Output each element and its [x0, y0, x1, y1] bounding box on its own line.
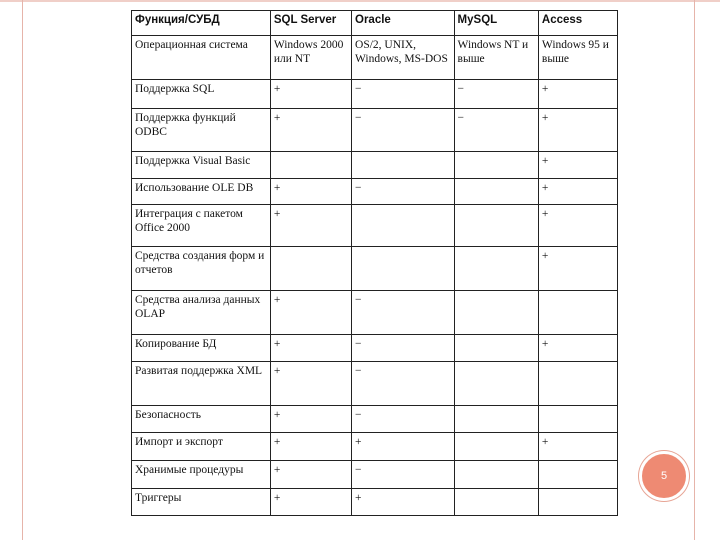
- slide-number-badge: 5: [639, 451, 689, 501]
- cell-oracle: [352, 205, 455, 247]
- dbms-comparison-table: [131, 10, 618, 516]
- table-row-triggers: [132, 489, 618, 516]
- cell-access: [538, 489, 617, 516]
- cell-access: +: [538, 109, 617, 152]
- row-label: Поддержка Visual Basic: [132, 152, 271, 179]
- row-label: Импорт и экспорт: [132, 433, 271, 461]
- header-cell-mysql: MySQL: [454, 11, 538, 36]
- cell-mysql: [454, 433, 538, 461]
- row-label: Триггеры: [132, 489, 271, 516]
- cell-access: Windows 95 и выше: [538, 36, 617, 80]
- table-row-visual-basic: [132, 152, 618, 179]
- row-label: Поддержка функций ODBC: [132, 109, 271, 152]
- cell-oracle: [352, 152, 455, 179]
- cell-mysql: [454, 205, 538, 247]
- cell-mysql: [454, 179, 538, 205]
- cell-oracle: −: [352, 291, 455, 335]
- cell-oracle: +: [352, 489, 455, 516]
- table-row-sql-support: [132, 80, 618, 109]
- cell-mysql: [454, 291, 538, 335]
- row-label: Развитая поддержка XML: [132, 362, 271, 406]
- table-row-xml: [132, 362, 618, 406]
- cell-access: +: [538, 179, 617, 205]
- cell-oracle: −: [352, 80, 455, 109]
- row-label: Хранимые процедуры: [132, 461, 271, 489]
- header-cell-sql-server: SQL Server: [270, 11, 351, 36]
- row-label: Операционная система: [132, 36, 271, 80]
- cell-sql-server: +: [270, 80, 351, 109]
- table-row-ole-db: [132, 179, 618, 205]
- cell-oracle: −: [352, 362, 455, 406]
- cell-sql-server: +: [270, 335, 351, 362]
- table-row-db-copy: [132, 335, 618, 362]
- row-label: Поддержка SQL: [132, 80, 271, 109]
- cell-oracle: −: [352, 406, 455, 433]
- cell-oracle: −: [352, 179, 455, 205]
- row-label: Копирование БД: [132, 335, 271, 362]
- table-row-security: [132, 406, 618, 433]
- table-row-olap: [132, 291, 618, 335]
- cell-mysql: −: [454, 80, 538, 109]
- cell-oracle: OS/2, UNIX, Windows, MS-DOS: [352, 36, 455, 80]
- cell-access: +: [538, 335, 617, 362]
- row-label: Средства анализа данных OLAP: [132, 291, 271, 335]
- cell-mysql: [454, 335, 538, 362]
- table-header-row: [132, 11, 618, 36]
- cell-sql-server: +: [270, 205, 351, 247]
- table-row-import-export: [132, 433, 618, 461]
- row-label: Использование OLE DB: [132, 179, 271, 205]
- cell-oracle: +: [352, 433, 455, 461]
- row-label: Средства создания форм и отчетов: [132, 247, 271, 291]
- cell-sql-server: +: [270, 109, 351, 152]
- cell-sql-server: Windows 2000 или NT: [270, 36, 351, 80]
- table-row-stored-procedures: [132, 461, 618, 489]
- cell-sql-server: +: [270, 406, 351, 433]
- cell-oracle: [352, 247, 455, 291]
- cell-sql-server: +: [270, 291, 351, 335]
- cell-mysql: Windows NT и выше: [454, 36, 538, 80]
- cell-access: [538, 461, 617, 489]
- cell-mysql: [454, 461, 538, 489]
- header-cell-function: Функция/СУБД: [132, 11, 271, 36]
- table-row-odbc: [132, 109, 618, 152]
- cell-access: +: [538, 80, 617, 109]
- header-cell-access: Access: [538, 11, 617, 36]
- cell-oracle: −: [352, 461, 455, 489]
- cell-mysql: [454, 406, 538, 433]
- cell-sql-server: +: [270, 179, 351, 205]
- cell-sql-server: +: [270, 461, 351, 489]
- cell-mysql: [454, 152, 538, 179]
- cell-access: +: [538, 205, 617, 247]
- cell-oracle: −: [352, 335, 455, 362]
- cell-mysql: −: [454, 109, 538, 152]
- row-label: Безопасность: [132, 406, 271, 433]
- cell-access: [538, 291, 617, 335]
- cell-access: +: [538, 152, 617, 179]
- cell-oracle: −: [352, 109, 455, 152]
- cell-sql-server: [270, 247, 351, 291]
- cell-sql-server: +: [270, 362, 351, 406]
- cell-access: [538, 406, 617, 433]
- table-row-forms-reports: [132, 247, 618, 291]
- cell-sql-server: +: [270, 489, 351, 516]
- cell-sql-server: [270, 152, 351, 179]
- header-cell-oracle: Oracle: [352, 11, 455, 36]
- cell-access: [538, 362, 617, 406]
- cell-access: +: [538, 433, 617, 461]
- table-row-os: [132, 36, 618, 80]
- cell-sql-server: +: [270, 433, 351, 461]
- cell-access: +: [538, 247, 617, 291]
- cell-mysql: [454, 362, 538, 406]
- row-label: Интеграция с пакетом Office 2000: [132, 205, 271, 247]
- cell-mysql: [454, 247, 538, 291]
- cell-mysql: [454, 489, 538, 516]
- table-row-office-integration: [132, 205, 618, 247]
